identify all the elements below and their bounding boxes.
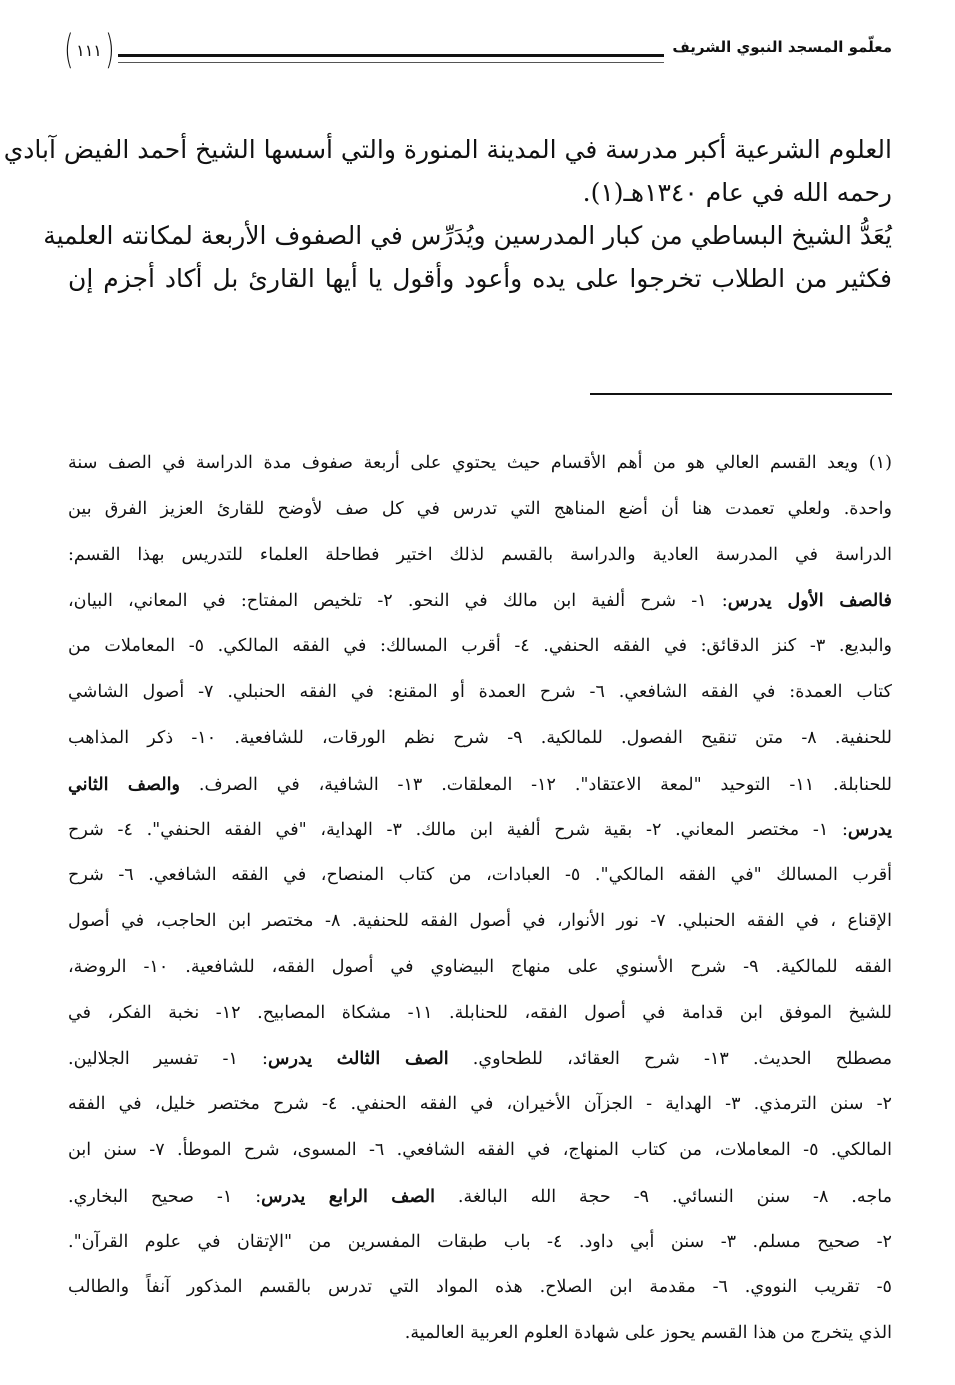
footnote-line (68, 1036, 892, 1082)
footnote-line (68, 1220, 892, 1266)
footnote-text: الدراسة في المدرسة العادية والدراسة بالقسم لذلك اختير فطاحلة العلماء للتدريس بهذا القسم: (68, 544, 892, 565)
footnote-text: للحنابلة. ١١- التوحيد "لمعة الاعتقاد". ١٢- المعلقات. ١٣- الشافية، في الصرف. (180, 774, 893, 795)
footnote-text: ماجه. ٨- سنن النسائي. ٩- حجة الله البالغة. (435, 1186, 892, 1207)
running-title: معلّمو المسجد النبوي الشريف (672, 38, 892, 56)
footnote-text: أقرب المسالك "في الفقه المالكي". ٥- العبادات، من كتاب المنصاح، في الفقه الشافعي. ٦- شرح (68, 865, 892, 886)
page-number-value: ١١١ (76, 40, 102, 60)
footnote-text: : ١- مختصر المعاني. ٢- بقية شرح ألفية ابن مالك. ٣- الهداية، "في الفقه الحنفي". ٤- شرح (68, 820, 848, 841)
footnote (68, 441, 892, 1357)
footnote-line (68, 1311, 892, 1357)
footnote-bold-heading: الصف الثالث يدرس (267, 1048, 449, 1070)
footnote-text: كتاب العمدة: في الفقه الشافعي. ٦- شرح العمدة أو المقنع: في الفقه الحنبلي. ٧- أصول الشاشي (68, 681, 892, 702)
page-number-bracket-open: ( (105, 27, 115, 73)
footnote-text: للشيخ الموفق ابن قدامة في أصول الفقه، للحنابلة. ١١- مشكاة المصابيح. ١٢- نخبة الفكر، في (68, 1002, 892, 1023)
footnote-line (68, 807, 892, 853)
footnote-text: الذي يتخرج من هذا القسم يحوز على شهادة العلوم العربية العالمية. (404, 1323, 892, 1344)
page-number-bracket-close: ) (63, 27, 73, 73)
footnote-text: : ١- شرح ألفية ابن مالك في النحو. ٢- تلخيص المفتاح: في المعاني، البيان، (68, 591, 728, 612)
footnote-line (68, 762, 892, 808)
footnote-text: المالكي. ٥- المعاملات، من كتاب المنهاج، في الفقه الشافعي. ٦- المسوى، شرح الموطأ. ٧- سنن ابن (68, 1139, 892, 1160)
footnote-line (68, 578, 892, 624)
body-line: العلوم الشرعية أكبر مدرسة في المدينة المنورة والتي أسسها الشيخ أحمد الفيض آبادي (3, 135, 892, 164)
footnote-line (68, 441, 892, 487)
footnote-text: ٢- صحيح مسلم. ٣- سنن أبي داود. ٤- باب طبقات المفسرين من "الإتقان في علوم القرآن". (68, 1231, 892, 1252)
footnote-text: : ١- تفسير الجلالين. (68, 1049, 268, 1070)
footnote-line (68, 670, 892, 716)
footnote-line (68, 899, 892, 945)
footnote-bold-heading: فالصف الأول يدرس (727, 590, 892, 612)
footnote-text: والبديع. ٣- كنز الدقائق: في الفقه الحنفي. ٤- أقرب المسالك: في الفقه المالكي. ٥- المعاملات من (68, 636, 892, 657)
footnote-line (68, 716, 892, 762)
footnote-text: ٥- تقريب النووي. ٦- مقدمة ابن الصلاح. هذه المواد التي تدرس بالقسم المذكور آنفاً والطالب (68, 1277, 892, 1298)
footnote-line (68, 1265, 892, 1311)
footnote-line (68, 945, 892, 991)
footnote-line (68, 1174, 892, 1220)
footnote-line (68, 1082, 892, 1128)
page-number (60, 28, 118, 72)
footnote-bold-heading: الصف الرابع يدرس (261, 1185, 435, 1207)
footnote-line (68, 533, 892, 579)
footnote-line (68, 991, 892, 1037)
footnote-separator (590, 393, 892, 395)
body-line: يُعَدُّ الشيخ البساطي من كبار المدرسين ويُدَرِّس في الصفوف الأربعة لمكانته العلمية (43, 221, 892, 250)
footnote-line (68, 1128, 892, 1174)
footnote-line (68, 624, 892, 670)
footnote-text: الفقه للمالكية. ٩- شرح الأسنوي على منهاج البيضاوي في أصول الفقه، للشافعية. ١٠- الروضة، (68, 956, 893, 977)
footnote-text: : ١- صحيح البخاري. (68, 1186, 262, 1207)
body-line: رحمه الله في عام ١٣٤٠هـ(١). (582, 178, 892, 207)
footnote-line (68, 853, 892, 899)
footnote-text: الإقناع ، في الفقه الحنبلي. ٧- نور الأنوار، في أصول الفقه للحنفية. ٨- مختصر ابن الحاجب، في أصول (68, 910, 892, 931)
footnote-bold-heading: والصف الثاني (68, 773, 181, 795)
footnote-text: واحدة. ولعلي تعمدت هنا أن أضع المناهج التي تدرس في كل صف لأوضح للقارئ العزيز الفرق بين (68, 498, 892, 519)
footnote-text: ٢- سنن الترمذي. ٣- الهداية - الجزآن الأخيران، في الفقه الحنفي. ٤- شرح مختصر خليل، في الفقه (68, 1094, 892, 1115)
body-line: فكثير من الطلاب تخرجوا على يده وأعود وأقول يا أيها القارئ بل أكاد أجزم إن (68, 264, 892, 293)
footnote-bold-heading: يدرس (847, 819, 893, 841)
footnote-text: مصطلح الحديث. ١٣- شرح العقائد، للطحاوي. (448, 1049, 892, 1070)
body-text (3, 128, 892, 300)
footnote-text: للحنفية. ٨- متن تنقيح الفصول. للمالكية. ٩- شرح نظم الورقات، للشافعية. ١٠- ذكر المذاهب (68, 727, 892, 748)
footnote-text: (١) ويعد القسم العالي هو من أهم الأقسام حيث يحتوي على أربعة صفوف مدة الدراسة في الصف سنة (68, 453, 892, 473)
footnote-line (68, 487, 892, 533)
page-header (60, 28, 892, 74)
header-rule (118, 54, 664, 63)
